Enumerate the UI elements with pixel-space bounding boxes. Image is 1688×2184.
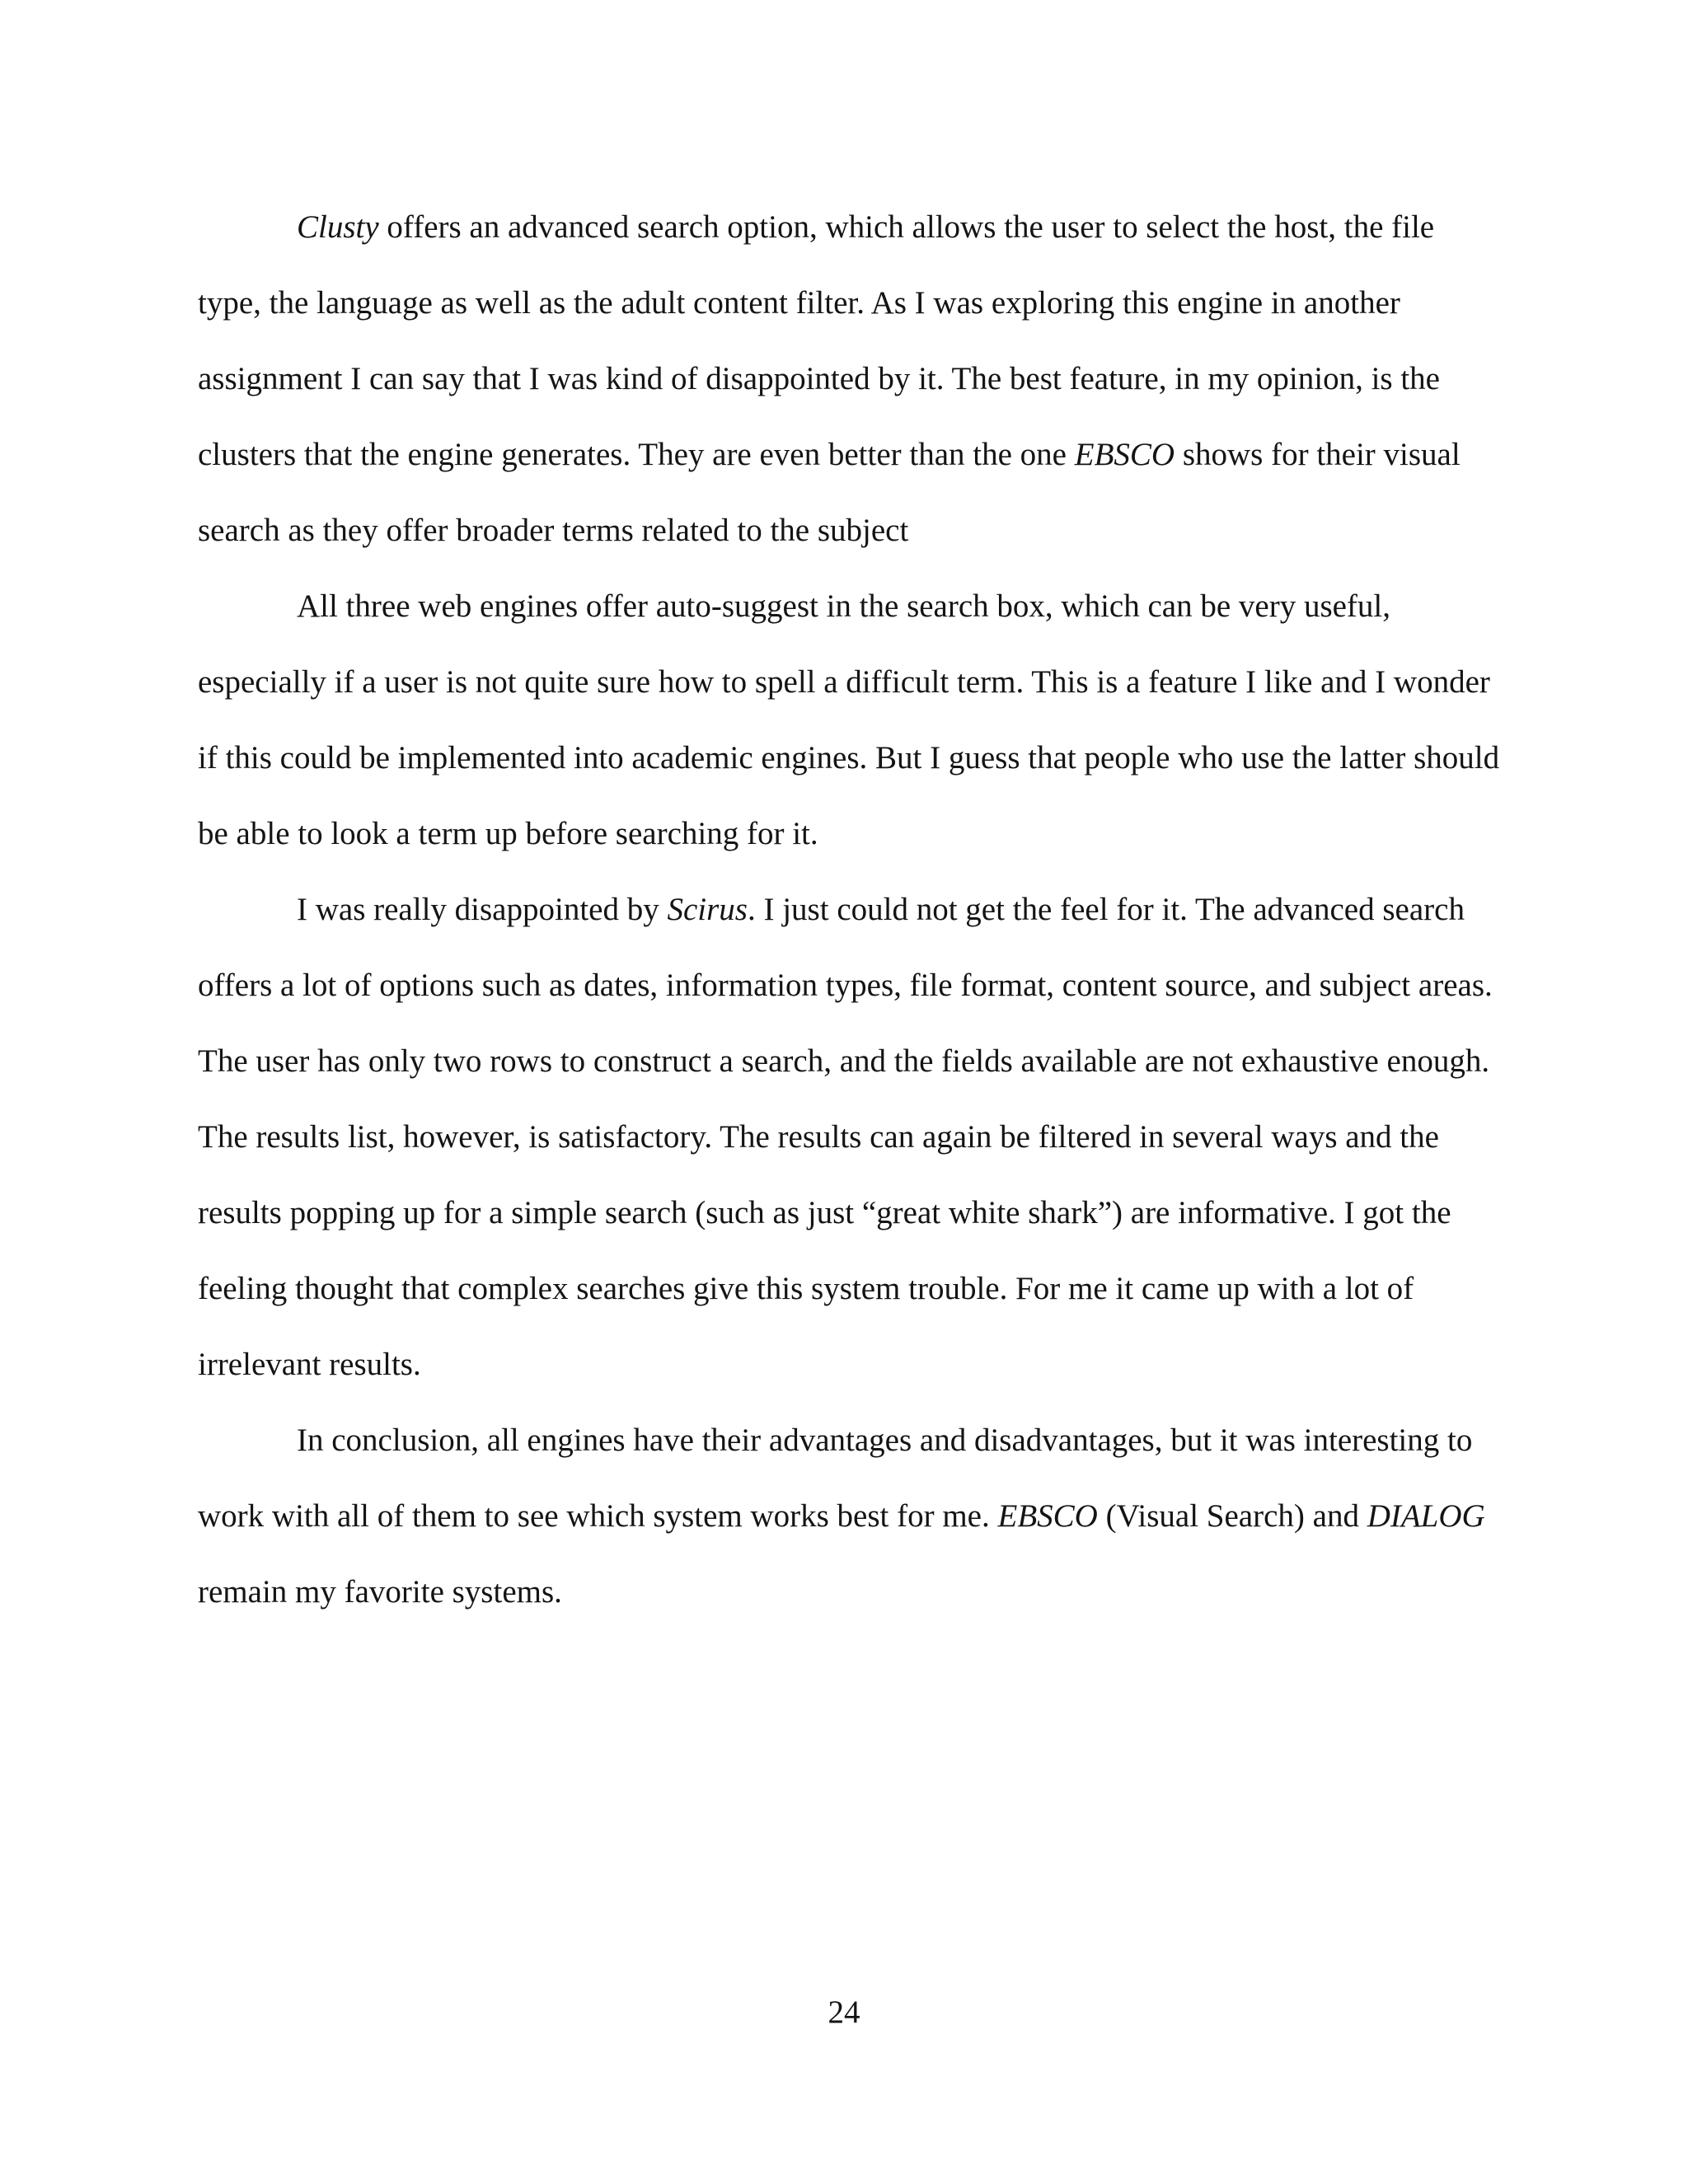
italic-term-dialog: DIALOG (1367, 1498, 1485, 1534)
italic-term-clusty: Clusty (297, 209, 379, 245)
paragraph-text: I was really disappointed by (297, 892, 668, 927)
paragraph-text: All three web engines offer auto-suggest in the search box, which can be very useful, especially if a user is not quite sure how to spell a difficult term. This is a feature I like and I wonder if this could be implemented into academic engines. But I guess that people who use the latter should be able to look a term up before searching for it. (198, 588, 1500, 851)
italic-term-ebsco: EBSCO (1074, 437, 1175, 472)
paragraph-text: (Visual Search) and (1097, 1498, 1367, 1534)
paragraph-text: remain my favorite systems. (198, 1574, 562, 1610)
paragraph-clusty (198, 190, 1500, 569)
paragraph-text: offers an advanced search option, which allows the user to select the host, the file type, the language as well as the adult content filter. As I was exploring this engine in another assignment I can say that I was kind of disappointed by it. The best feature, in my opinion, is the clusters that the engine generates. They are even better than the one (198, 209, 1440, 472)
paragraph-text: shows for their visual search as they offer broader terms related to the subject (198, 437, 1461, 548)
paragraph-conclusion (198, 1403, 1500, 1630)
paragraph-text: . I just could not get the feel for it. The advanced search offers a lot of options such as dates, information types, file format, content source, and subject areas. The user has only two rows to construct a search, and the fields available are not exhaustive enough. The results list, however, is satisfactory. The results can again be filtered in several ways and the results popping up for a simple search (such as just “great white shark”) are informative. I got the feeling thought that complex searches give this system trouble. For me it came up with a lot of irrelevant results. (198, 892, 1493, 1382)
page-number: 24 (828, 1994, 860, 2030)
paragraph-scirus (198, 872, 1500, 1403)
paragraph-auto-suggest (198, 569, 1500, 872)
paragraph-text: In conclusion, all engines have their advantages and disadvantages, but it was interesting to work with all of them to see which system works best for me. (198, 1422, 1473, 1534)
italic-term-scirus: Scirus (667, 892, 748, 927)
italic-term-ebsco: EBSCO (997, 1498, 1098, 1534)
body-text (198, 190, 1500, 1630)
